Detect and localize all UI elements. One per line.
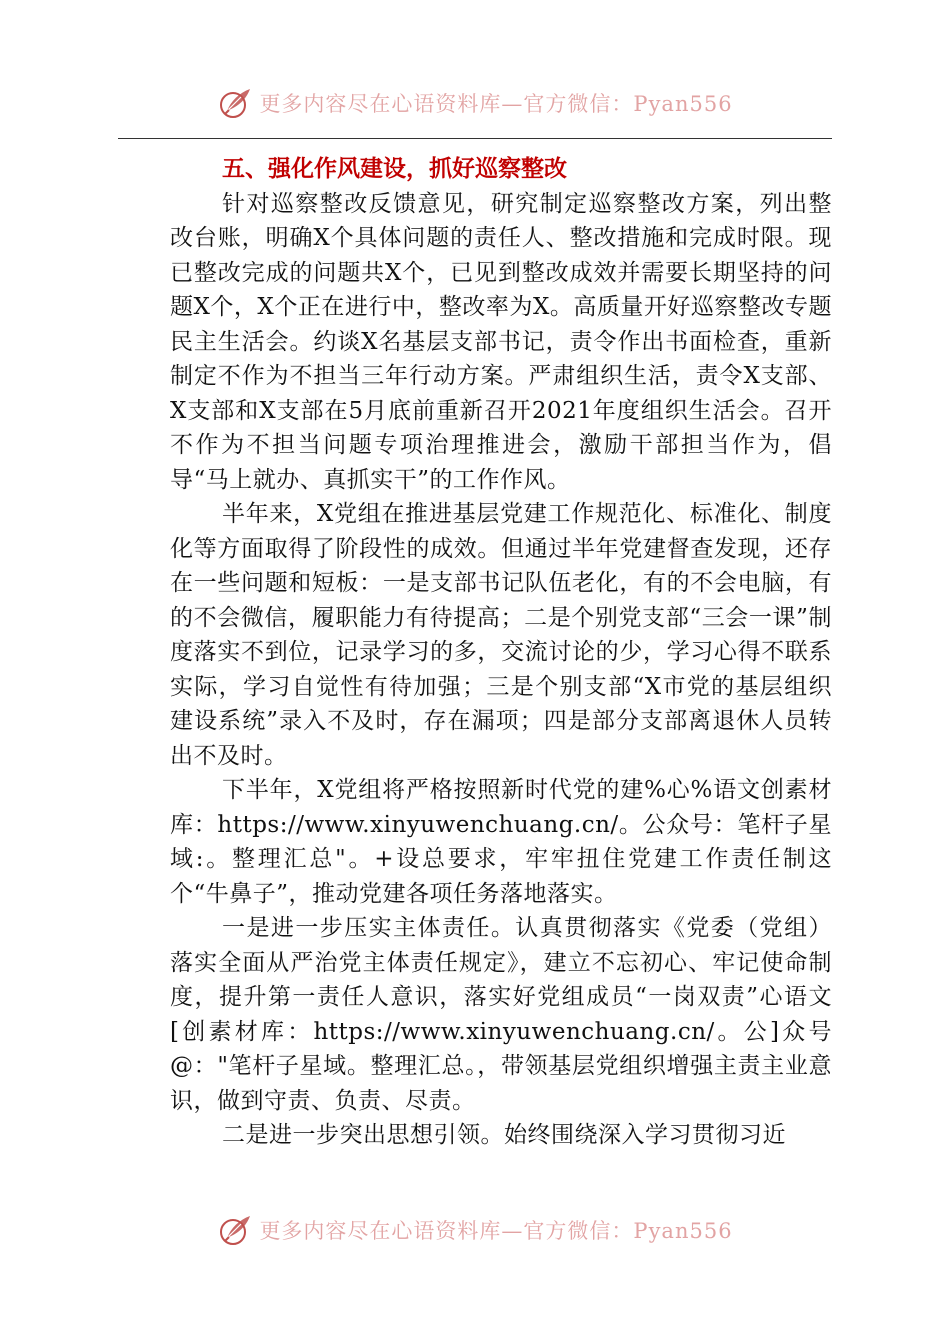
paragraph-point-one: 一是进一步压实主体责任。认真贯彻落实《党委（党组）落实全面从严治党主体责任规定》，建立不忘初心、牢记使命制度，提升第一责任人意识，落实好党组成员“一岗双责”心语文[创素材库：https://www.xinyuwenchuang.cn/。公]众号@："笔杆子星域。整理汇总。，带领基层党组织增强主责主业意识，做到守责、负责、尽责。: [170, 915, 832, 1114]
header-watermark-banner: [0, 78, 950, 128]
header-watermark: [217, 85, 732, 121]
footer-watermark-banner: [0, 1205, 950, 1255]
paragraph-point-two: 二是进一步突出思想引领。始终围绕深入学习贯彻习近: [222, 1122, 786, 1148]
header-divider: [118, 138, 832, 139]
section-heading: 五、强化作风建设，抓好巡察整改: [222, 156, 567, 182]
paragraph-second-half-plan: 下半年，X党组将严格按照新时代党的建%心%语文创素材库：https://www.xinyuwenchuang.cn/。公众号：笔杆子星域:。整理汇总"。+设总要求，牢牢扭住党建工作责任制这个“牛鼻子”，推动党建各项任务落地落实。: [170, 777, 832, 907]
watermark-text: 更多内容尽在心语资料库—官方微信：Pyan556: [259, 92, 733, 116]
watermark-text: 更多内容尽在心语资料库—官方微信：Pyan556: [259, 1219, 733, 1243]
paragraph-rectification: 针对巡察整改反馈意见，研究制定巡察整改方案，列出整改台账，明确X个具体问题的责任人、整改措施和完成时限。现已整改完成的问题共X个，已见到整改成效并需要长期坚持的问题X个，X个正在进行中，整改率为X。高质量开好巡察整改专题民主生活会。约谈X名基层支部书记，责令作出书面检查，重新制定不作为不担当三年行动方案。严肃组织生活，责令X支部、X支部和X支部在5月底前重新召开2021年度组织生活会。召开不作为不担当问题专项治理推进会，激励干部担当作为，倡导“马上就办、真抓实干”的工作作风。: [170, 190, 832, 493]
document-body: [170, 152, 832, 1153]
feather-pen-logo-icon: [217, 85, 253, 121]
footer-watermark: [217, 1212, 732, 1248]
paragraph-half-year-review: 半年来，X党组在推进基层党建工作规范化、标准化、制度化等方面取得了阶段性的成效。但通过半年党建督查发现，还存在一些问题和短板：一是支部书记队伍老化，有的不会电脑，有的不会微信，履职能力有待提高；二是个别党支部“三会一课”制度落实不到位，记录学习的多，交流讨论的少，学习心得不联系实际，学习自觉性有待加强；三是个别支部“X市党的基层组织建设系统”录入不及时，存在漏项；四是部分支部离退休人员转出不及时。: [170, 501, 832, 769]
feather-pen-logo-icon: [217, 1212, 253, 1248]
